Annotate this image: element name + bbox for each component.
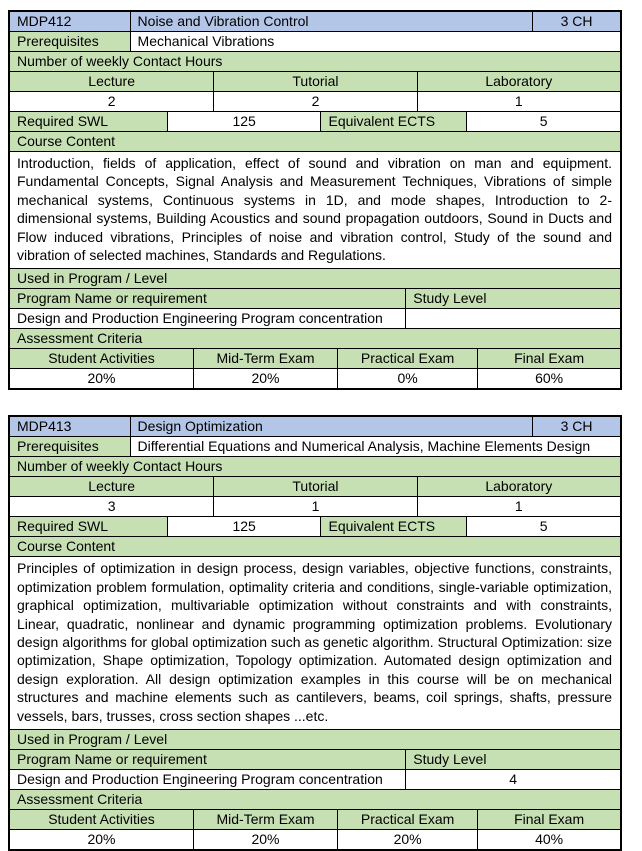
lecture-hours: 3 (107, 498, 116, 515)
credit-hours: 3 CH (532, 417, 620, 436)
required-swl-label: Required SWL (10, 517, 167, 536)
assessment-columns-row (10, 809, 620, 829)
contact-hours-values-row (10, 91, 620, 111)
study-level-header: Study Level (405, 750, 620, 769)
program-name-value: Design and Production Engineering Program concentration (17, 771, 383, 788)
final-exam-value: 60% (477, 369, 620, 388)
course-code: MDP412 (10, 12, 130, 31)
prerequisites-row (10, 436, 620, 456)
swl-row (10, 516, 620, 536)
prerequisites-value: Mechanical Vibrations (130, 32, 620, 51)
study-level-header: Study Level (405, 289, 620, 308)
mid-term-exam-value: 20% (193, 369, 337, 388)
course-header-row (10, 417, 620, 436)
equivalent-ects-value: 5 (466, 112, 620, 131)
mid-term-exam-header: Mid-Term Exam (193, 810, 337, 829)
study-level-value (405, 309, 620, 328)
laboratory-header: Laboratory (417, 72, 620, 91)
contact-hours-header-row (10, 476, 620, 496)
used-in-program-row (10, 729, 620, 749)
used-in-program-header: Used in Program / Level (10, 730, 620, 749)
used-in-program-row (10, 268, 620, 288)
course-content-header-row (10, 131, 620, 151)
program-value-row (10, 308, 620, 328)
credit-hours: 3 CH (532, 12, 620, 31)
contact-hours-values-row (10, 496, 620, 516)
course-content-header: Course Content (10, 132, 620, 151)
equivalent-ects-label: Equivalent ECTS (320, 112, 466, 131)
contact-hours-header-row (10, 71, 620, 91)
final-exam-header: Final Exam (477, 810, 620, 829)
prerequisites-row (10, 31, 620, 51)
final-exam-value: 40% (477, 830, 620, 849)
course-content-text: Introduction, fields of application, effect of sound and vibration on man and equipment. Fundamental Concepts, Signal Analysis and Measurement Techniques, Vibrations of simple mechanical systems, Continuous systems in 1D, and mode shapes, Introduction to 2-dimensional systems, Building Acoustics and sound propagation outdoors, Sound in Ducts and Flow induced vibrations, Principles of noise and vibration control, Study of the sound and vibration of selected machines, Standards and Regulations. (17, 155, 612, 264)
required-swl-value: 125 (167, 112, 321, 131)
assessment-values-row (10, 368, 620, 388)
practical-exam-header: Practical Exam (337, 349, 477, 368)
assessment-columns-row (10, 348, 620, 368)
prerequisites-label: Prerequisites (10, 437, 130, 456)
assessment-header-row (10, 789, 620, 809)
program-value-row (10, 769, 620, 789)
tutorial-hours: 1 (213, 497, 416, 516)
laboratory-header: Laboratory (417, 477, 620, 496)
assessment-criteria-header: Assessment Criteria (10, 790, 620, 809)
tutorial-header: Tutorial (213, 477, 416, 496)
required-swl-value: 125 (167, 517, 321, 536)
program-name-header: Program Name or requirement (10, 750, 405, 769)
assessment-values-row (10, 829, 620, 849)
program-name-value: Design and Production Engineering Program concentration (17, 310, 383, 327)
swl-row (10, 111, 620, 131)
course-title: Design Optimization (130, 417, 533, 436)
student-activities-header: Student Activities (10, 349, 193, 368)
course-title: Noise and Vibration Control (130, 12, 533, 31)
equivalent-ects-label: Equivalent ECTS (320, 517, 466, 536)
course-content-header: Course Content (10, 537, 620, 556)
course-table-mdp412 (8, 10, 622, 390)
course-content-row (10, 151, 620, 268)
used-in-program-header: Used in Program / Level (10, 269, 620, 288)
prerequisites-value: Differential Equations and Numerical Analysis, Machine Elements Design (130, 437, 620, 456)
laboratory-hours: 1 (417, 497, 620, 516)
tutorial-header: Tutorial (213, 72, 416, 91)
weekly-hours-header-row (10, 456, 620, 476)
program-name-header: Program Name or requirement (10, 289, 405, 308)
course-table-mdp413 (8, 415, 622, 851)
equivalent-ects-value: 5 (466, 517, 620, 536)
course-content-row (10, 556, 620, 729)
lecture-header: Lecture (10, 477, 213, 496)
course-header-row (10, 12, 620, 31)
weekly-hours-header: Number of weekly Contact Hours (10, 52, 620, 71)
practical-exam-value: 20% (337, 830, 477, 849)
course-content-header-row (10, 536, 620, 556)
weekly-hours-header-row (10, 51, 620, 71)
course-content-text: Principles of optimization in design process, design variables, objective functions, constraints, optimization problem formulation, optimality criteria and conditions, single-variable optimization, graphical optimization, multivariable optimization without constraints and with constraints, Linear, quadratic, nonlinear and dynamic programming optimization problems. Evolutionary design algorithms for global optimization such as genetic algorithm. Structural Optimization: size optimization, Shape optimization, Topology optimization. Automated design optimization and design exploration. All design optimization examples in this course will be on mechanical structures and machine elements such as cantilevers, beams, coil springs, shafts, pressure vessels, bars, trusses, cross section shapes ...etc. (17, 560, 612, 724)
program-header-row (10, 288, 620, 308)
student-activities-value: 20% (87, 831, 116, 848)
mid-term-exam-header: Mid-Term Exam (193, 349, 337, 368)
lecture-hours: 2 (107, 93, 116, 109)
final-exam-header: Final Exam (477, 349, 620, 368)
prerequisites-label: Prerequisites (10, 32, 130, 51)
laboratory-hours: 1 (417, 92, 620, 111)
lecture-header: Lecture (10, 72, 213, 91)
weekly-hours-header: Number of weekly Contact Hours (10, 457, 620, 476)
program-header-row (10, 749, 620, 769)
assessment-header-row (10, 328, 620, 348)
student-activities-value: 20% (87, 370, 116, 387)
practical-exam-header: Practical Exam (337, 810, 477, 829)
practical-exam-value: 0% (337, 369, 477, 388)
course-code: MDP413 (10, 417, 130, 436)
student-activities-header: Student Activities (10, 810, 193, 829)
assessment-criteria-header: Assessment Criteria (10, 329, 620, 348)
required-swl-label: Required SWL (10, 112, 167, 131)
study-level-value: 4 (405, 770, 620, 789)
tutorial-hours: 2 (213, 92, 416, 111)
mid-term-exam-value: 20% (193, 830, 337, 849)
